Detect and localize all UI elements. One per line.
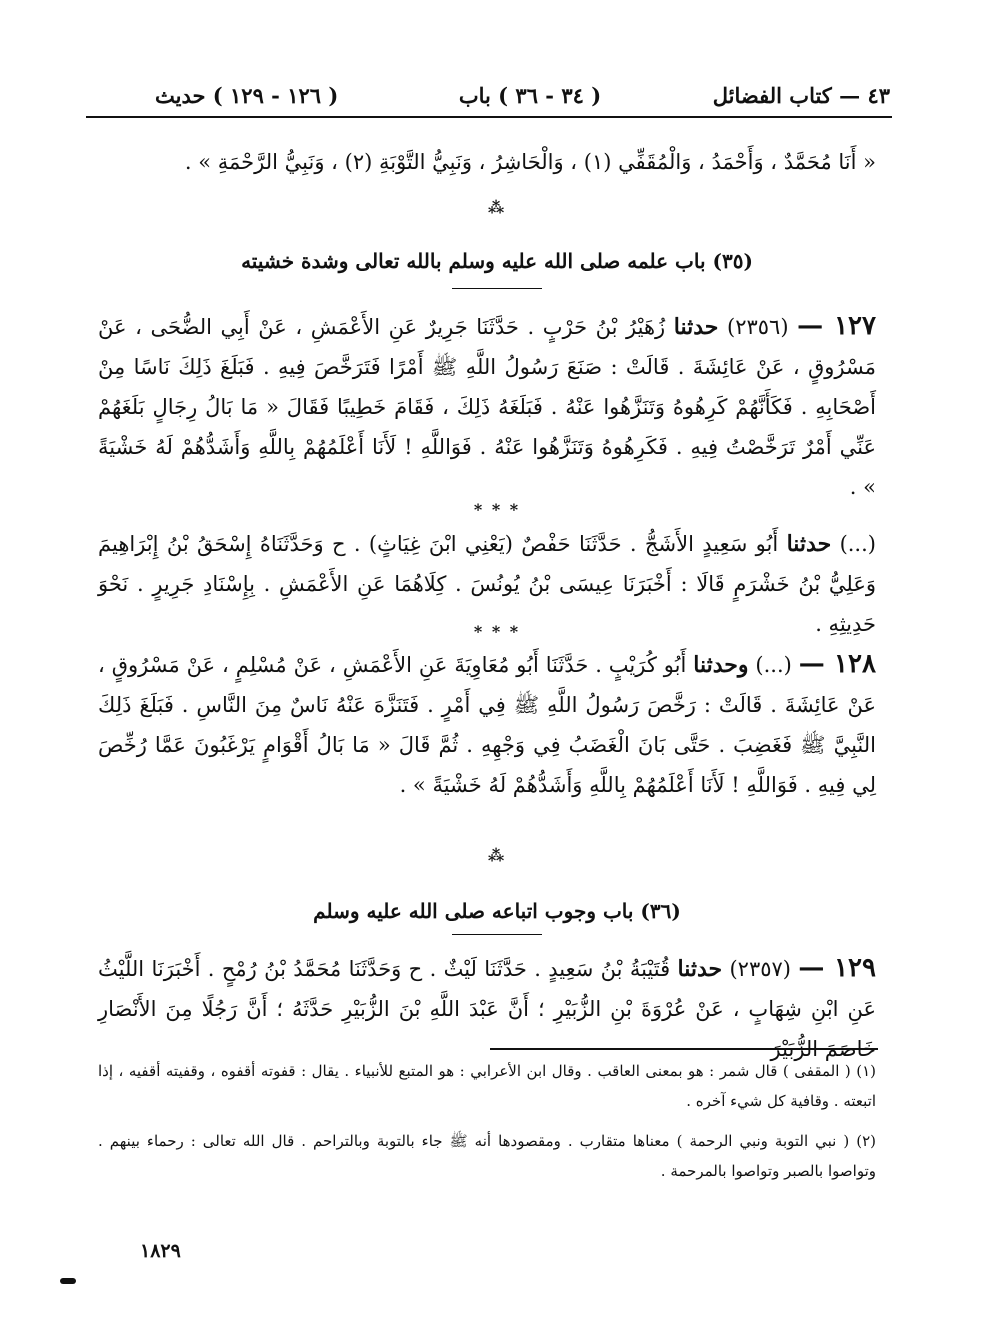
- hadith-text: زُهَيْرُ بْنُ حَرْبٍ . حَدَّثَنَا جَرِيرٌ عَنِ الأَعْمَشِ ، عَنْ أَبِي الضُّحَى ، عَنْ مَسْرُوقٍ ، عَنْ عَائِشَةَ . قَالَتْ : صَنَعَ رَسُولُ اللَّهِ ﷺ أَمْرًا فَتَرَخَّصَ فِيهِ . فَبَلَغَ ذَلِكَ نَاسًا مِنْ أَصْحَابِهِ . فَكَأَنَّهُمْ كَرِهُوهُ وَتَنَزَّهُوا عَنْهُ . فَبَلَغَهُ ذَلِكَ ، فَقَامَ خَطِيبًا فَقَالَ « مَا بَالُ رِجَالٍ بَلَغَهُمْ عَنِّي أَمْرٌ تَرَخَّصْتُ فِيهِ . فَكَرِهُوهُ وَتَنَزَّهُوا عَنْهُ . فَوَاللَّهِ ! لَأَنَا أَعْلَمُهُمْ بِاللَّهِ وَأَشَدُّهُمْ لَهُ خَشْيَةً » .: [98, 315, 876, 499]
- hadith-ref: (...): [839, 532, 876, 556]
- hadith-ref: (...): [755, 653, 792, 677]
- running-header: [100, 78, 890, 114]
- hadith-ref: (٢٣٥٦): [727, 315, 789, 339]
- top-line: [98, 142, 876, 182]
- header-book-title: ٤٣ — كتاب الفضائل: [712, 83, 890, 108]
- header-hadith-range: ( ١٢٦ - ١٢٩ ) حديث: [155, 83, 339, 108]
- footnote-1: (١) ( المقفى ) قال شمر : هو بمعنى العاقب . وقال ابن الأعرابي : هو المتبع للأنبياء . يقال : قفوته أقفوه ، وقفيته أقفيه ، إذا اتبعته . وقافية كل شيء آخره .: [98, 1062, 876, 1110]
- footnote-rule: [490, 1048, 878, 1050]
- hadith-text: أَبُو سَعِيدٍ الأَشَجُّ . حَدَّثَنَا حَفْصٌ (يَعْنِي ابْنَ غِيَاثٍ) . ح وَحَدَّثَنَاهُ إِسْحَقُ بْنُ إِبْرَاهِيمَ وَعَلِيُّ بْنُ خَشْرَمٍ قَالَا : أَخْبَرَنَا عِيسَى بْنُ يُونُسَ . كِلَاهُمَا عَنِ الأَعْمَشِ . بِإِسْنَادِ جَرِيرٍ . نَحْوَ حَدِيثِهِ .: [98, 532, 876, 636]
- chapter-rule: [452, 934, 542, 935]
- hadith-127: [98, 306, 876, 507]
- header-rule: [86, 116, 892, 118]
- hadith-keyword: حدثنا: [677, 956, 723, 982]
- header-chapter-range: ( ٣٤ - ٣٦ ) باب: [458, 83, 602, 108]
- hadith-text: أَبُو كُرَيْبٍ . حَدَّثَنَا أَبُو مُعَاوِيَةَ عَنِ الأَعْمَشِ ، عَنْ مُسْلِمٍ ، عَنْ مَسْرُوقٍ ، عَنْ عَائِشَةَ . قَالَتْ : رَخَّصَ رَسُولُ اللَّهِ ﷺ فِي أَمْرٍ . فَتَنَزَّهَ عَنْهُ نَاسٌ مِنَ النَّاسِ . فَبَلَغَ ذَلِكَ النَّبِيَّ ﷺ فَغَضِبَ . حَتَّى بَانَ الْغَضَبُ فِي وَجْهِهِ . ثُمَّ قَالَ « مَا بَالُ أَقْوَامٍ يَرْغَبُونَ عَمَّا رُخِّصَ لِي فِيهِ . فَوَاللَّهِ ! لَأَنَا أَعْلَمُهُمْ بِاللَّهِ وَأَشَدُّهُمْ لَهُ خَشْيَةً » .: [98, 653, 876, 797]
- hadith-number: ١٢٨ —: [798, 649, 876, 679]
- footnote-2: (٢) ( نبي التوبة ونبي الرحمة ) معناها متقارب . ومقصودها أنه ﷺ جاء بالتوبة وبالتراحم . قال الله تعالى : رحماء بينهم . وتواصوا بالصبر وتواصوا بالمرحمة .: [98, 1132, 876, 1180]
- hadith-129: [98, 948, 876, 1069]
- separator-stars: * * *: [473, 500, 521, 519]
- hadith-number: ١٢٧ —: [797, 311, 876, 341]
- hadith-keyword: حدثنا: [673, 314, 719, 340]
- chapter-36-title: (٣٦) باب وجوب اتباعه صلى الله عليه وسلم: [313, 899, 681, 923]
- separator-stars: ⁂: [487, 846, 507, 865]
- separator-stars: * * *: [473, 622, 521, 641]
- hadith-text: قُتَيْبَةُ بْنُ سَعِيدٍ . حَدَّثَنَا لَيْثٌ . ح وَحَدَّثَنَا مُحَمَّدُ بْنُ رُمْحٍ . أَخْبَرَنَا اللَّيْثُ عَنِ ابْنِ شِهَابٍ ، عَنْ عُرْوَةَ بْنِ الزُّبَيْرِ ؛ أَنَّ عَبْدَ اللَّهِ بْنَ الزُّبَيْرِ حَدَّثَهُ ؛ أَنَّ رَجُلًا مِنَ الأَنْصَارِ خَاصَمَ الزُّبَيْرَ: [98, 957, 876, 1061]
- top-line-text: « أَنَا مُحَمَّدٌ ، وَأَحْمَدُ ، وَالْمُقَفِّي (١) ، وَالْحَاشِرُ ، وَنَبِيُّ التَّوْبَةِ (٢) ، وَنَبِيُّ الرَّحْمَةِ » .: [184, 150, 876, 174]
- chapter-35-title: (٣٥) باب علمه صلى الله عليه وسلم بالله تعالى وشدة خشيته: [241, 249, 753, 273]
- chapter-rule: [452, 288, 542, 289]
- hadith-keyword: وحدثنا: [693, 652, 749, 678]
- ink-smudge: [60, 1278, 76, 1284]
- page-number: ١٨٢٩: [140, 1240, 181, 1262]
- hadith-number: ١٢٩ —: [798, 953, 876, 983]
- hadith-keyword: حدثنا: [786, 531, 832, 557]
- hadith-ref: (٢٣٥٧): [729, 957, 791, 981]
- separator-stars: ⁂: [487, 198, 507, 217]
- hadith-128: [98, 644, 876, 805]
